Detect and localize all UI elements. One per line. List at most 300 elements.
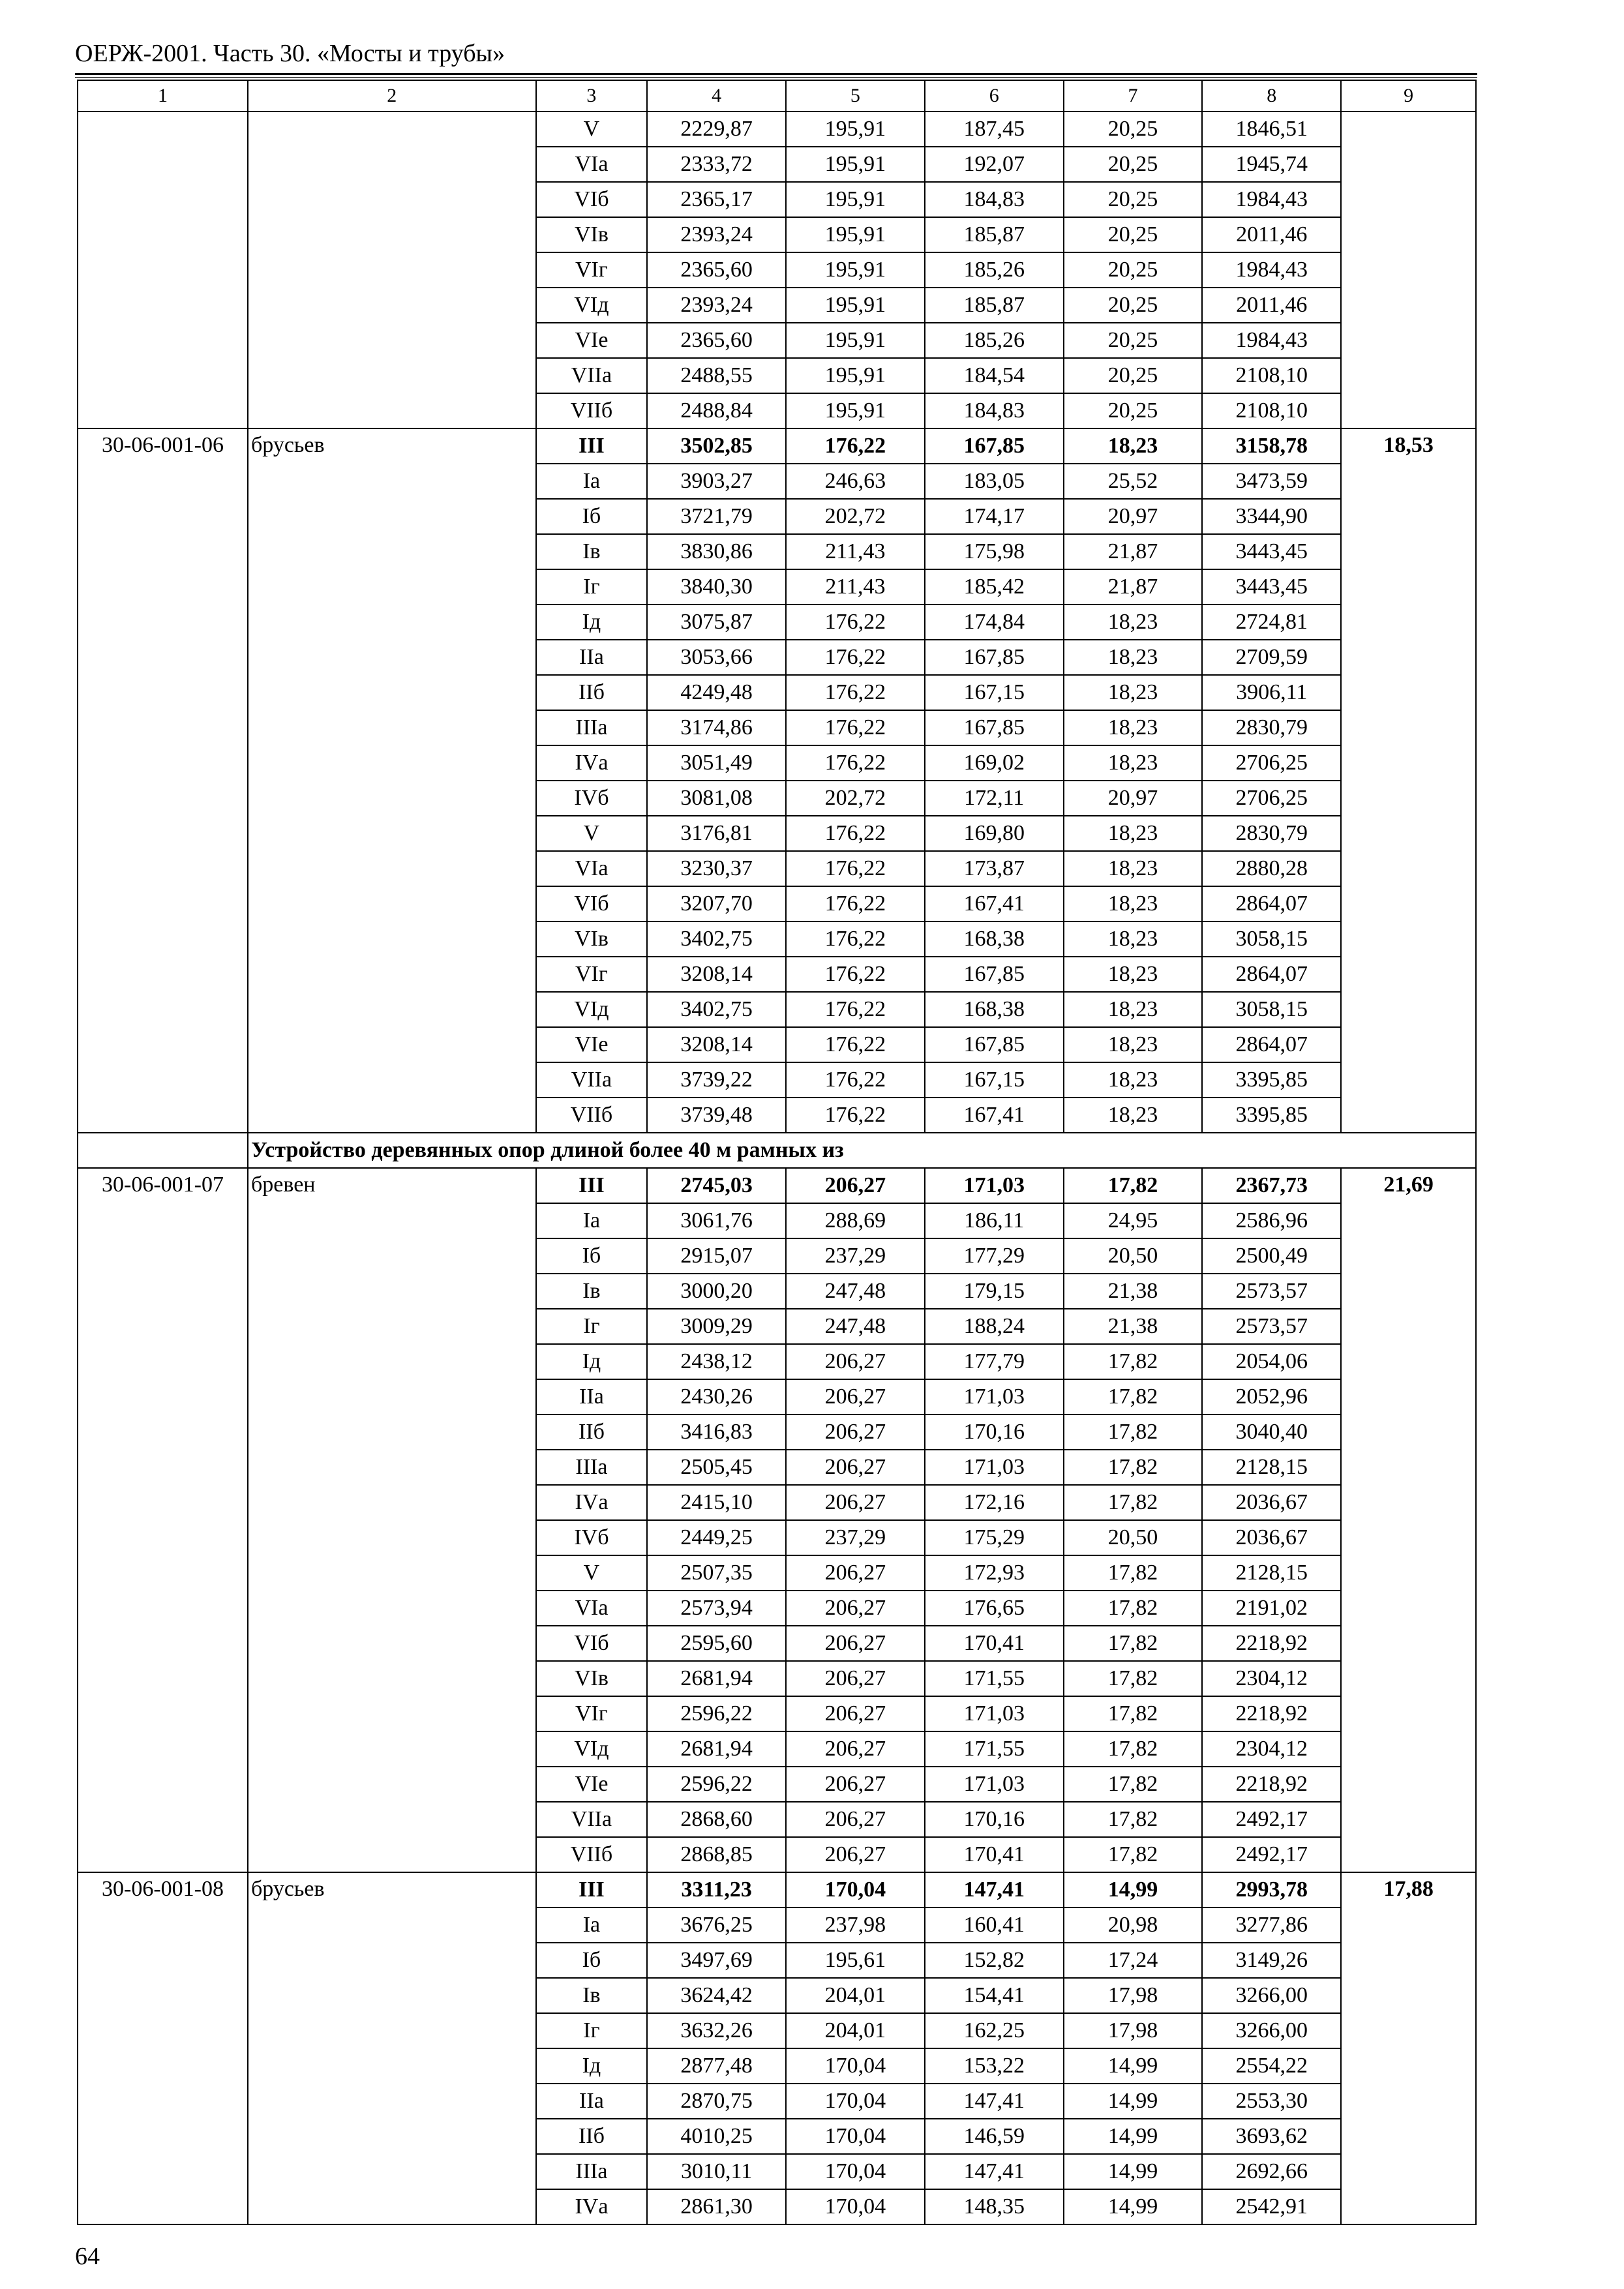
rates-table (77, 80, 1477, 2225)
value-cell: 206,27 (786, 1344, 925, 1379)
page-header: ОЕРЖ-2001. Часть 30. «Мосты и трубы» (75, 40, 505, 67)
value-cell: 162,25 (925, 2013, 1064, 2048)
value-cell: 170,04 (786, 1872, 925, 1908)
value-cell: 183,05 (925, 464, 1064, 499)
value-cell: 2870,75 (647, 2084, 786, 2119)
table-row (78, 428, 1476, 464)
value-cell: 2011,46 (1202, 217, 1341, 252)
value-cell: 2492,17 (1202, 1837, 1341, 1872)
value-cell: 2877,48 (647, 2048, 786, 2084)
value-cell: 195,91 (786, 252, 925, 288)
value-cell: 18,23 (1064, 745, 1203, 781)
coefficient-cell: 17,88 (1341, 1872, 1476, 2224)
value-cell: 2595,60 (647, 1626, 786, 1661)
value-cell: 176,22 (786, 886, 925, 921)
zone-cell: VIе (536, 1767, 648, 1802)
value-cell: 2868,60 (647, 1802, 786, 1837)
value-cell: 172,11 (925, 781, 1064, 816)
value-cell: 18,23 (1064, 640, 1203, 675)
column-number: 5 (786, 80, 925, 112)
value-cell: 18,23 (1064, 816, 1203, 851)
value-cell: 176,65 (925, 1591, 1064, 1626)
value-cell: 17,82 (1064, 1802, 1203, 1837)
value-cell: 2505,45 (647, 1450, 786, 1485)
value-cell: 204,01 (786, 2013, 925, 2048)
value-cell: 195,91 (786, 112, 925, 147)
value-cell: 2333,72 (647, 147, 786, 182)
table-row (78, 1168, 1476, 1203)
value-cell: 20,25 (1064, 358, 1203, 393)
value-cell: 176,22 (786, 921, 925, 957)
value-cell: 2011,46 (1202, 288, 1341, 323)
value-cell: 2868,85 (647, 1837, 786, 1872)
value-cell: 247,48 (786, 1274, 925, 1309)
zone-cell: VIIа (536, 358, 648, 393)
zone-cell: VIв (536, 217, 648, 252)
zone-cell: IIIа (536, 1450, 648, 1485)
value-cell: 187,45 (925, 112, 1064, 147)
zone-cell: VIг (536, 957, 648, 992)
value-cell: 176,22 (786, 816, 925, 851)
value-cell: 170,16 (925, 1414, 1064, 1450)
value-cell: 2709,59 (1202, 640, 1341, 675)
value-cell: 17,82 (1064, 1591, 1203, 1626)
value-cell: 185,26 (925, 252, 1064, 288)
zone-cell: VIб (536, 886, 648, 921)
coef-cell (1341, 112, 1476, 428)
value-cell: 170,41 (925, 1837, 1064, 1872)
value-cell: 170,04 (786, 2048, 925, 2084)
zone-cell: IIа (536, 640, 648, 675)
value-cell: 14,99 (1064, 1872, 1203, 1908)
value-cell: 206,27 (786, 1661, 925, 1696)
value-cell: 247,48 (786, 1309, 925, 1344)
value-cell: 2692,66 (1202, 2154, 1341, 2189)
zone-cell: VIе (536, 1027, 648, 1062)
value-cell: 2542,91 (1202, 2189, 1341, 2224)
value-cell: 2830,79 (1202, 710, 1341, 745)
value-cell: 20,25 (1064, 112, 1203, 147)
value-cell: 18,23 (1064, 1098, 1203, 1133)
value-cell: 17,82 (1064, 1626, 1203, 1661)
value-cell: 3416,83 (647, 1414, 786, 1450)
value-cell: 179,15 (925, 1274, 1064, 1309)
value-cell: 3676,25 (647, 1908, 786, 1943)
value-cell: 3721,79 (647, 499, 786, 534)
value-cell: 2218,92 (1202, 1626, 1341, 1661)
value-cell: 206,27 (786, 1555, 925, 1591)
value-cell: 186,11 (925, 1203, 1064, 1238)
value-cell: 20,25 (1064, 288, 1203, 323)
value-cell: 176,22 (786, 1027, 925, 1062)
value-cell: 2915,07 (647, 1238, 786, 1274)
value-cell: 3058,15 (1202, 921, 1341, 957)
zone-cell: Iб (536, 1943, 648, 1978)
value-cell: 3000,20 (647, 1274, 786, 1309)
value-cell: 211,43 (786, 569, 925, 605)
zone-cell: IVа (536, 745, 648, 781)
zone-cell: V (536, 1555, 648, 1591)
value-cell: 2128,15 (1202, 1450, 1341, 1485)
value-cell: 185,87 (925, 217, 1064, 252)
value-cell: 176,22 (786, 710, 925, 745)
value-cell: 17,82 (1064, 1485, 1203, 1520)
section-title: Устройство деревянных опор длиной более 40 м рамных из (248, 1133, 1476, 1168)
value-cell: 17,82 (1064, 1661, 1203, 1696)
zone-cell: III (536, 428, 648, 464)
value-cell: 2128,15 (1202, 1555, 1341, 1591)
value-cell: 20,97 (1064, 781, 1203, 816)
value-cell: 17,82 (1064, 1767, 1203, 1802)
value-cell: 171,55 (925, 1731, 1064, 1767)
value-cell: 3502,85 (647, 428, 786, 464)
value-cell: 2304,12 (1202, 1661, 1341, 1696)
value-cell: 184,83 (925, 182, 1064, 217)
value-cell: 2052,96 (1202, 1379, 1341, 1414)
value-cell: 20,25 (1064, 217, 1203, 252)
value-cell: 175,29 (925, 1520, 1064, 1555)
zone-cell: IVа (536, 1485, 648, 1520)
table-row (78, 112, 1476, 147)
value-cell: 18,23 (1064, 992, 1203, 1027)
value-cell: 3010,11 (647, 2154, 786, 2189)
value-cell: 195,91 (786, 393, 925, 428)
value-cell: 176,22 (786, 992, 925, 1027)
value-cell: 171,03 (925, 1696, 1064, 1731)
value-cell: 175,98 (925, 534, 1064, 569)
value-cell: 176,22 (786, 745, 925, 781)
zone-cell: Iг (536, 569, 648, 605)
value-cell: 3906,11 (1202, 675, 1341, 710)
value-cell: 2706,25 (1202, 781, 1341, 816)
zone-cell: Iа (536, 1203, 648, 1238)
value-cell: 2393,24 (647, 217, 786, 252)
value-cell: 2365,60 (647, 323, 786, 358)
column-number: 2 (248, 80, 536, 112)
value-cell: 167,85 (925, 428, 1064, 464)
value-cell: 288,69 (786, 1203, 925, 1238)
zone-cell: VIIб (536, 1837, 648, 1872)
zone-cell: VIа (536, 851, 648, 886)
value-cell: 3266,00 (1202, 2013, 1341, 2048)
column-number: 8 (1202, 80, 1341, 112)
value-cell: 146,59 (925, 2119, 1064, 2154)
zone-cell: IVб (536, 781, 648, 816)
value-cell: 2586,96 (1202, 1203, 1341, 1238)
value-cell: 206,27 (786, 1379, 925, 1414)
zone-cell: IIа (536, 1379, 648, 1414)
value-cell: 147,41 (925, 1872, 1064, 1908)
zone-cell: VIIа (536, 1062, 648, 1098)
zone-cell: Iг (536, 2013, 648, 2048)
value-cell: 14,99 (1064, 2048, 1203, 2084)
value-cell: 3230,37 (647, 851, 786, 886)
value-cell: 3903,27 (647, 464, 786, 499)
column-number: 6 (925, 80, 1064, 112)
value-cell: 2108,10 (1202, 358, 1341, 393)
value-cell: 211,43 (786, 534, 925, 569)
zone-cell: VIг (536, 1696, 648, 1731)
name-cell (248, 112, 536, 428)
value-cell: 3158,78 (1202, 428, 1341, 464)
table-row (78, 1872, 1476, 1908)
value-cell: 160,41 (925, 1908, 1064, 1943)
value-cell: 20,25 (1064, 182, 1203, 217)
value-cell: 170,04 (786, 2084, 925, 2119)
value-cell: 206,27 (786, 1450, 925, 1485)
section-spacer (78, 1133, 248, 1168)
zone-cell: IVа (536, 2189, 648, 2224)
value-cell: 204,01 (786, 1978, 925, 2013)
value-cell: 188,24 (925, 1309, 1064, 1344)
rate-name: брусьев (248, 1872, 536, 2224)
value-cell: 152,82 (925, 1943, 1064, 1978)
zone-cell: IIа (536, 2084, 648, 2119)
value-cell: 167,85 (925, 957, 1064, 992)
value-cell: 153,22 (925, 2048, 1064, 2084)
value-cell: 176,22 (786, 675, 925, 710)
value-cell: 3208,14 (647, 957, 786, 992)
value-cell: 18,23 (1064, 1062, 1203, 1098)
value-cell: 147,41 (925, 2154, 1064, 2189)
value-cell: 2492,17 (1202, 1802, 1341, 1837)
value-cell: 167,41 (925, 1098, 1064, 1133)
section-row (78, 1133, 1476, 1168)
value-cell: 177,79 (925, 1344, 1064, 1379)
value-cell: 176,22 (786, 957, 925, 992)
value-cell: 2861,30 (647, 2189, 786, 2224)
zone-cell: Iд (536, 605, 648, 640)
value-cell: 147,41 (925, 2084, 1064, 2119)
rate-code: 30-06-001-07 (78, 1168, 248, 1872)
value-cell: 171,03 (925, 1379, 1064, 1414)
value-cell: 206,27 (786, 1731, 925, 1767)
value-cell: 18,23 (1064, 710, 1203, 745)
value-cell: 17,82 (1064, 1168, 1203, 1203)
value-cell: 3053,66 (647, 640, 786, 675)
value-cell: 24,95 (1064, 1203, 1203, 1238)
value-cell: 3208,14 (647, 1027, 786, 1062)
value-cell: 20,97 (1064, 499, 1203, 534)
value-cell: 17,82 (1064, 1837, 1203, 1872)
value-cell: 174,17 (925, 499, 1064, 534)
zone-cell: Iа (536, 1908, 648, 1943)
value-cell: 2191,02 (1202, 1591, 1341, 1626)
value-cell: 195,91 (786, 288, 925, 323)
value-cell: 3402,75 (647, 992, 786, 1027)
value-cell: 2724,81 (1202, 605, 1341, 640)
zone-cell: VIд (536, 288, 648, 323)
zone-cell: VIг (536, 252, 648, 288)
zone-cell: IIб (536, 675, 648, 710)
value-cell: 3497,69 (647, 1943, 786, 1978)
value-cell: 3840,30 (647, 569, 786, 605)
value-cell: 25,52 (1064, 464, 1203, 499)
value-cell: 2573,57 (1202, 1274, 1341, 1309)
value-cell: 21,38 (1064, 1274, 1203, 1309)
value-cell: 3624,42 (647, 1978, 786, 2013)
zone-cell: VIIа (536, 1802, 648, 1837)
value-cell: 3174,86 (647, 710, 786, 745)
value-cell: 206,27 (786, 1168, 925, 1203)
value-cell: 2864,07 (1202, 957, 1341, 992)
zone-cell: IIIа (536, 710, 648, 745)
zone-cell: Iд (536, 1344, 648, 1379)
zone-cell: IIб (536, 1414, 648, 1450)
value-cell: 169,02 (925, 745, 1064, 781)
column-numbers-row (78, 80, 1476, 112)
value-cell: 17,82 (1064, 1555, 1203, 1591)
value-cell: 2745,03 (647, 1168, 786, 1203)
value-cell: 206,27 (786, 1767, 925, 1802)
value-cell: 20,25 (1064, 147, 1203, 182)
value-cell: 3443,45 (1202, 534, 1341, 569)
value-cell: 18,23 (1064, 675, 1203, 710)
value-cell: 167,85 (925, 710, 1064, 745)
value-cell: 17,82 (1064, 1414, 1203, 1450)
value-cell: 202,72 (786, 781, 925, 816)
value-cell: 2596,22 (647, 1696, 786, 1731)
value-cell: 3693,62 (1202, 2119, 1341, 2154)
value-cell: 3176,81 (647, 816, 786, 851)
value-cell: 18,23 (1064, 1027, 1203, 1062)
value-cell: 17,98 (1064, 1978, 1203, 2013)
zone-cell: V (536, 112, 648, 147)
value-cell: 246,63 (786, 464, 925, 499)
value-cell: 2365,60 (647, 252, 786, 288)
value-cell: 17,82 (1064, 1696, 1203, 1731)
value-cell: 20,25 (1064, 252, 1203, 288)
value-cell: 2864,07 (1202, 886, 1341, 921)
value-cell: 17,82 (1064, 1344, 1203, 1379)
header-rule (75, 73, 1477, 78)
value-cell: 195,91 (786, 358, 925, 393)
value-cell: 3395,85 (1202, 1098, 1341, 1133)
value-cell: 3739,22 (647, 1062, 786, 1098)
value-cell: 2218,92 (1202, 1696, 1341, 1731)
value-cell: 185,87 (925, 288, 1064, 323)
zone-cell: IIб (536, 2119, 648, 2154)
value-cell: 2553,30 (1202, 2084, 1341, 2119)
zone-cell: VIд (536, 1731, 648, 1767)
value-cell: 195,91 (786, 182, 925, 217)
value-cell: 21,87 (1064, 534, 1203, 569)
value-cell: 3075,87 (647, 605, 786, 640)
value-cell: 3009,29 (647, 1309, 786, 1344)
value-cell: 2108,10 (1202, 393, 1341, 428)
value-cell: 3473,59 (1202, 464, 1341, 499)
value-cell: 2036,67 (1202, 1520, 1341, 1555)
value-cell: 2367,73 (1202, 1168, 1341, 1203)
column-number: 9 (1341, 80, 1476, 112)
value-cell: 171,03 (925, 1450, 1064, 1485)
value-cell: 184,83 (925, 393, 1064, 428)
zone-cell: VIа (536, 147, 648, 182)
value-cell: 173,87 (925, 851, 1064, 886)
code-cell (78, 112, 248, 428)
value-cell: 14,99 (1064, 2154, 1203, 2189)
page-number: 64 (75, 2243, 100, 2270)
value-cell: 237,29 (786, 1238, 925, 1274)
zone-cell: VIв (536, 921, 648, 957)
value-cell: 2596,22 (647, 1767, 786, 1802)
value-cell: 2681,94 (647, 1731, 786, 1767)
value-cell: 176,22 (786, 428, 925, 464)
value-cell: 18,23 (1064, 605, 1203, 640)
zone-cell: VIа (536, 1591, 648, 1626)
value-cell: 3344,90 (1202, 499, 1341, 534)
value-cell: 20,50 (1064, 1238, 1203, 1274)
value-cell: 18,23 (1064, 921, 1203, 957)
value-cell: 2573,57 (1202, 1309, 1341, 1344)
value-cell: 4249,48 (647, 675, 786, 710)
column-number: 1 (78, 80, 248, 112)
value-cell: 195,91 (786, 217, 925, 252)
value-cell: 3051,49 (647, 745, 786, 781)
value-cell: 2229,87 (647, 112, 786, 147)
value-cell: 206,27 (786, 1485, 925, 1520)
value-cell: 195,61 (786, 1943, 925, 1978)
column-number: 7 (1064, 80, 1203, 112)
zone-cell: V (536, 816, 648, 851)
value-cell: 17,82 (1064, 1450, 1203, 1485)
value-cell: 168,38 (925, 921, 1064, 957)
value-cell: 2438,12 (647, 1344, 786, 1379)
value-cell: 167,41 (925, 886, 1064, 921)
value-cell: 3149,26 (1202, 1943, 1341, 1978)
value-cell: 2864,07 (1202, 1027, 1341, 1062)
value-cell: 174,84 (925, 605, 1064, 640)
value-cell: 168,38 (925, 992, 1064, 1027)
value-cell: 3266,00 (1202, 1978, 1341, 2013)
value-cell: 3739,48 (647, 1098, 786, 1133)
rate-name: бревен (248, 1168, 536, 1872)
zone-cell: VIIб (536, 393, 648, 428)
value-cell: 2365,17 (647, 182, 786, 217)
value-cell: 184,54 (925, 358, 1064, 393)
zone-cell: VIе (536, 323, 648, 358)
value-cell: 3395,85 (1202, 1062, 1341, 1098)
zone-cell: VIб (536, 182, 648, 217)
zone-cell: VIв (536, 1661, 648, 1696)
rate-code: 30-06-001-06 (78, 428, 248, 1133)
zone-cell: IVб (536, 1520, 648, 1555)
value-cell: 185,26 (925, 323, 1064, 358)
value-cell: 20,98 (1064, 1908, 1203, 1943)
zone-cell: Iб (536, 1238, 648, 1274)
zone-cell: VIб (536, 1626, 648, 1661)
value-cell: 202,72 (786, 499, 925, 534)
value-cell: 167,15 (925, 675, 1064, 710)
value-cell: 2488,55 (647, 358, 786, 393)
value-cell: 237,98 (786, 1908, 925, 1943)
value-cell: 185,42 (925, 569, 1064, 605)
zone-cell: VIд (536, 992, 648, 1027)
value-cell: 170,04 (786, 2154, 925, 2189)
value-cell: 206,27 (786, 1837, 925, 1872)
value-cell: 2554,22 (1202, 2048, 1341, 2084)
value-cell: 2304,12 (1202, 1731, 1341, 1767)
value-cell: 176,22 (786, 851, 925, 886)
zone-cell: IIIа (536, 2154, 648, 2189)
value-cell: 167,85 (925, 1027, 1064, 1062)
value-cell: 148,35 (925, 2189, 1064, 2224)
value-cell: 2706,25 (1202, 745, 1341, 781)
coefficient-cell: 21,69 (1341, 1168, 1476, 1872)
value-cell: 3830,86 (647, 534, 786, 569)
rate-code: 30-06-001-08 (78, 1872, 248, 2224)
value-cell: 1984,43 (1202, 252, 1341, 288)
